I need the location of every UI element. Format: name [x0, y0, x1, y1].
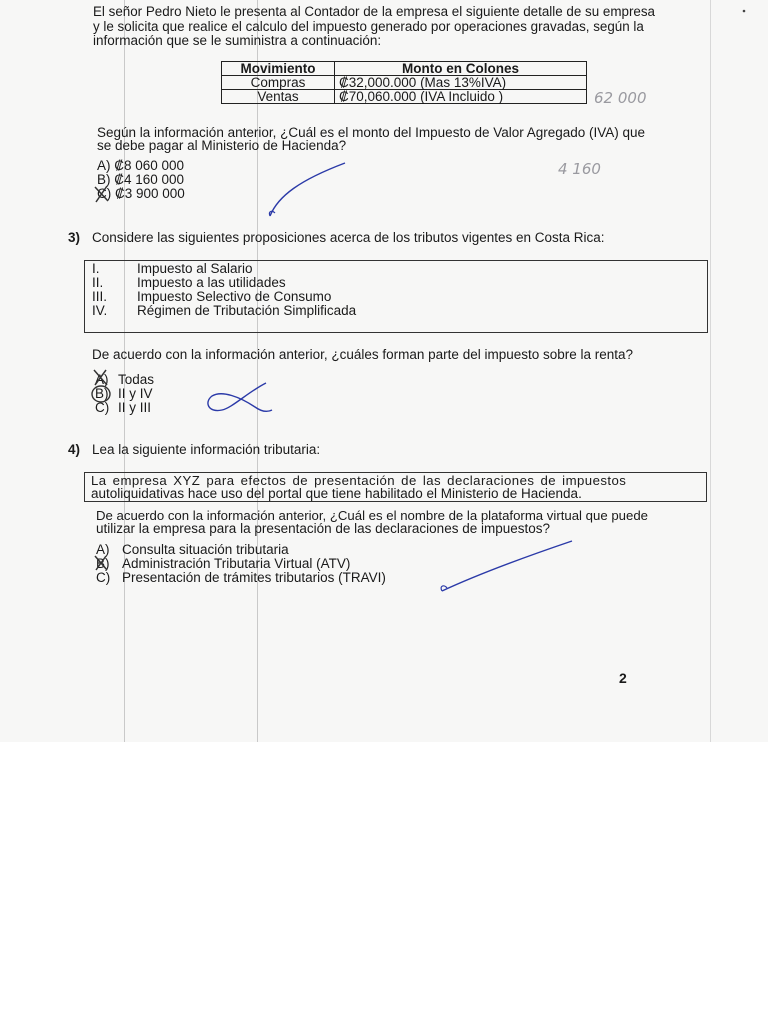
- q3-option-text: II y IV: [118, 386, 153, 401]
- q4-box-line-1: La empresa XYZ para efectos de presentación de las declaraciones de impuestos: [91, 473, 627, 488]
- iva-option-b: B) ₡4 160 000: [97, 172, 185, 187]
- q4-number: 4): [68, 442, 81, 457]
- q4-option-text: Administración Tributaria Virtual (ATV): [122, 556, 351, 571]
- table-row: [222, 76, 587, 90]
- q3-option-text: II y III: [118, 400, 152, 415]
- q3-question: De acuerdo con la información anterior, ¿cuáles forman parte del impuesto sobre la renta?: [92, 347, 634, 362]
- page-number: 2: [619, 670, 627, 686]
- q3-item-num: IV.: [92, 303, 108, 318]
- q4-question-line-1: De acuerdo con la información anterior, ¿Cuál es el nombre de la plataforma virtual que puede: [96, 508, 648, 523]
- q4-question-line-2: utilizar la empresa para la presentación de las declaraciones de impuestos?: [96, 521, 551, 536]
- table-header-row: [222, 62, 587, 76]
- q3-option-letter: C): [95, 400, 110, 415]
- q3-number: 3): [68, 230, 81, 245]
- check-stroke: [269, 211, 275, 216]
- q4-option-letter: C): [96, 570, 111, 585]
- table-row: [222, 90, 587, 104]
- q4-option-text: Presentación de trámites tributarios (TRAVI): [122, 570, 386, 585]
- iva-option-c: C) ₡3 900 000: [97, 186, 185, 201]
- q4-option-text: Consulta situación tributaria: [122, 542, 289, 557]
- iva-option-a: A) ₡8 060 000: [97, 158, 185, 173]
- table-cell: ₡32,000.000 (Mas 13%IVA): [335, 76, 587, 90]
- q4-box-line-2: autoliquidativas hace uso del portal que tiene habilitado el Ministerio de Hacienda.: [91, 486, 582, 501]
- q3-item-text: Impuesto Selectivo de Consumo: [137, 289, 332, 304]
- intro-line-2: y le solicita que realice el calculo del impuesto generado por operaciones gravadas, según la: [93, 19, 644, 34]
- check-stroke: [441, 586, 447, 591]
- table-cell: ₡70,060.000 (IVA Incluido ): [335, 90, 587, 104]
- q3-option-letter: B): [95, 386, 109, 401]
- q4-option-letter: B): [96, 556, 110, 571]
- pencil-note-table: 62 000: [594, 89, 647, 107]
- q3-option-text: Todas: [118, 372, 155, 387]
- movement-table: [221, 61, 587, 104]
- iva-question-line-2: se debe pagar al Ministerio de Hacienda?: [97, 138, 347, 153]
- check-stroke: [270, 163, 345, 216]
- q3-item-text: Régimen de Tributación Simplificada: [137, 303, 357, 318]
- q4-option-letter: A): [96, 542, 110, 557]
- scan-line: [257, 0, 258, 742]
- table-cell: Ventas: [222, 90, 335, 104]
- scan-line: [710, 0, 711, 742]
- q4-prompt: Lea la siguiente información tributaria:: [92, 442, 321, 457]
- intro-line-3: información que se le suministra a continuación:: [93, 33, 382, 48]
- q3-prompt: Considere las siguientes proposiciones acerca de los tributos vigentes en Costa Rica:: [92, 230, 605, 245]
- table-header-monto: Monto en Colones: [335, 62, 587, 76]
- q3-item-text: Impuesto a las utilidades: [137, 275, 286, 290]
- pencil-note-iva: 4 160: [558, 160, 601, 178]
- iva-question-line-1: Según la información anterior, ¿Cuál es el monto del Impuesto de Valor Agregado (IVA) que: [97, 125, 646, 140]
- q3-item-num: II.: [92, 275, 104, 290]
- alpha-mark: [208, 383, 272, 411]
- table-header-movimiento: Movimiento: [222, 62, 335, 76]
- scan-dot: [743, 10, 746, 13]
- check-stroke: [442, 541, 572, 591]
- q3-item-num: I.: [92, 261, 100, 276]
- q3-option-letter: A): [95, 372, 109, 387]
- q3-item-num: III.: [92, 289, 108, 304]
- table-cell: Compras: [222, 76, 335, 90]
- intro-line-1: El señor Pedro Nieto le presenta al Contador de la empresa el siguiente detalle de su empresa: [93, 4, 655, 19]
- scan-line: [124, 0, 125, 742]
- q3-item-text: Impuesto al Salario: [137, 261, 253, 276]
